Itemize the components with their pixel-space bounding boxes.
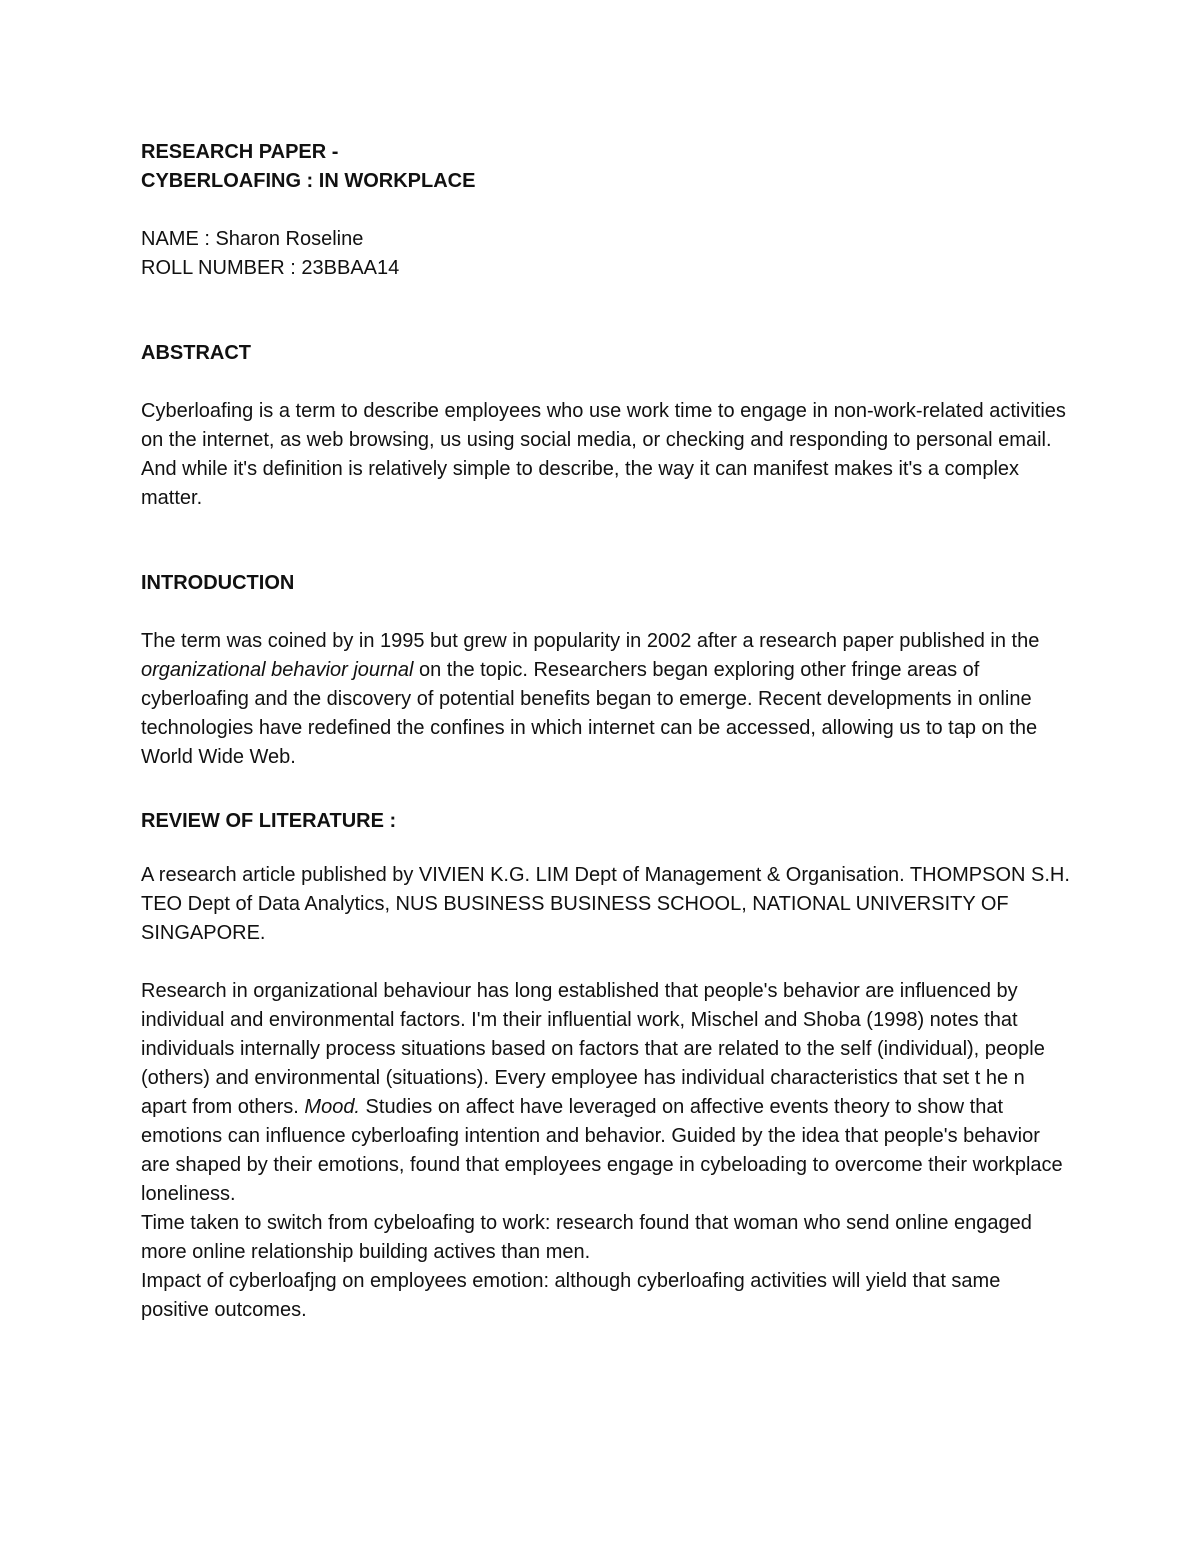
- introduction-journal-italic: organizational behavior journal: [141, 659, 414, 681]
- title-line-2: CYBERLOAFING : IN WORKPLACE: [141, 170, 476, 192]
- review-switch-line: Time taken to switch from cybeloafing to work: research found that woman who send online engaged more online relationship building actives than men.: [141, 1212, 1032, 1263]
- document-body: [141, 138, 1071, 1325]
- review-paragraph: [141, 977, 1071, 1209]
- review-citation: A research article published by VIVIEN K.G. LIM Dept of Management & Organisation. THOMPSON S.H. TEO Dept of Data Analytics, NUS BUSINESS BUSINESS SCHOOL, NATIONAL UNIVERSITY OF SINGAPORE.: [141, 864, 1070, 944]
- review-heading: REVIEW OF LITERATURE :: [141, 810, 397, 832]
- introduction-body: [141, 627, 1071, 772]
- abstract-heading: ABSTRACT: [141, 342, 251, 364]
- introduction-heading: INTRODUCTION: [141, 572, 295, 594]
- author-name: NAME : Sharon Roseline: [141, 228, 364, 250]
- introduction-text-2: on the topic. Researchers began exploring other fringe areas of cyberloafing and the discovery of potential benefits began to emerge. Recent developments in online technologies have redefined the confines in which internet can be accessed, allowing us to tap on the World Wide Web.: [141, 659, 1038, 768]
- abstract-body: Cyberloafing is a term to describe employees who use work time to engage in non-work-related activities on the internet, as web browsing, us using social media, or checking and responding to personal email. And while it's definition is relatively simple to describe, the way it can manifest makes it's a complex matter.: [141, 400, 1066, 509]
- review-mood-italic: Mood.: [304, 1096, 360, 1118]
- title-line-1: RESEARCH PAPER -: [141, 141, 339, 163]
- review-impact-line: Impact of cyberloafjng on employees emotion: although cyberloafing activities will yield that same positive outcomes.: [141, 1270, 1001, 1321]
- introduction-text-1: The term was coined by in 1995 but grew in popularity in 2002 after a research paper published in the: [141, 630, 1040, 652]
- review-text-1: Research in organizational behaviour has long established that people's behavior are influenced by individual and environmental factors. I'm their influential work, Mischel and Shoba (1998) notes that individuals internally process situations based on factors that are related to the self (individual), people (others) and environmental (situations). Every employee has individual characteristics that set t he n apart from others.: [141, 980, 1045, 1118]
- review-text-2: Studies on affect have leveraged on affective events theory to show that emotions can influence cyberloafing intention and behavior. Guided by the idea that people's behavior are shaped by their emotions, found that employees engage in cybeloading to overcome their workplace loneliness.: [141, 1096, 1063, 1205]
- roll-number: ROLL NUMBER : 23BBAA14: [141, 257, 400, 279]
